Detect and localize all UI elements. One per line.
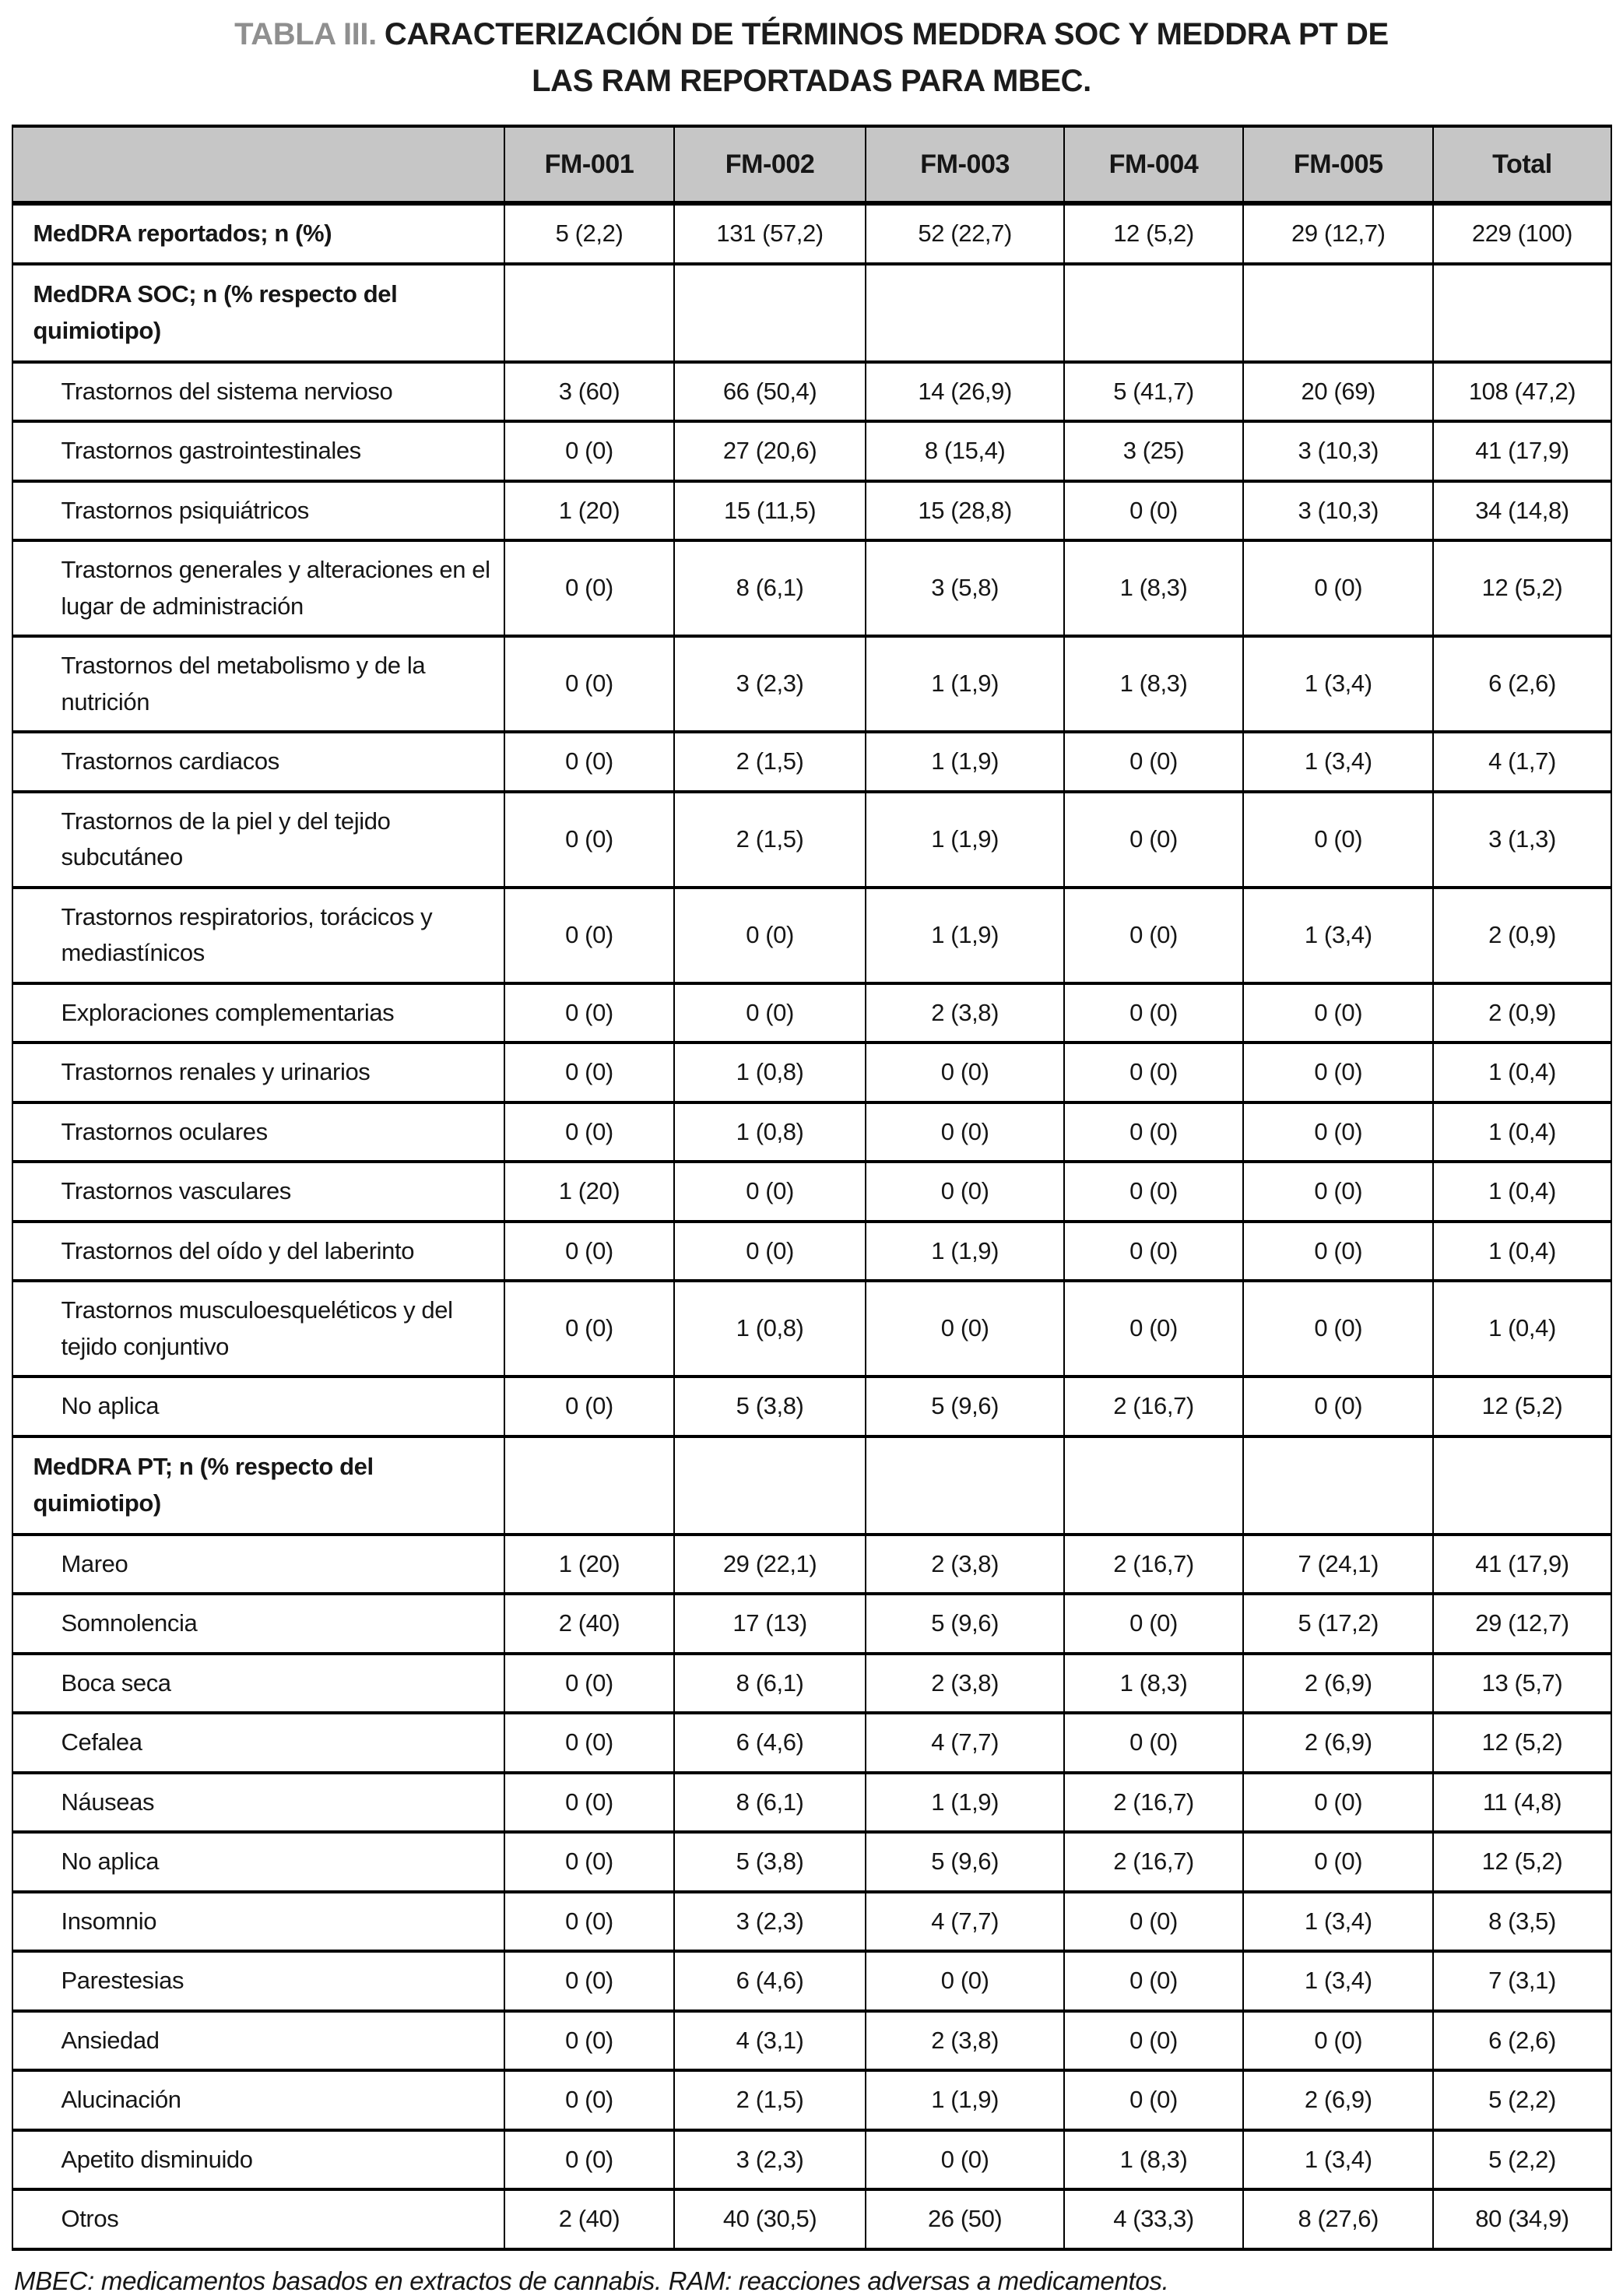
table-row — [12, 2130, 1611, 2190]
table-row — [12, 1222, 1611, 1282]
cell-value: 13 (5,7) — [1433, 1654, 1611, 1714]
cell-value: 229 (100) — [1433, 203, 1611, 264]
cell-value: 12 (5,2) — [1064, 203, 1243, 264]
cell-value — [674, 264, 866, 362]
cell-value: 26 (50) — [866, 2189, 1064, 2249]
cell-value: 1 (0,8) — [674, 1043, 866, 1102]
cell-value: 1 (8,3) — [1064, 636, 1243, 732]
cell-value: 0 (0) — [866, 2130, 1064, 2190]
cell-value: 5 (9,6) — [866, 1377, 1064, 1436]
cell-value: 0 (0) — [1243, 1043, 1433, 1102]
cell-value: 12 (5,2) — [1433, 540, 1611, 636]
column-header: FM-002 — [674, 126, 866, 203]
cell-value: 0 (0) — [866, 1162, 1064, 1222]
cell-value: 52 (22,7) — [866, 203, 1064, 264]
cell-value: 0 (0) — [504, 540, 674, 636]
cell-value: 0 (0) — [866, 1043, 1064, 1102]
cell-value: 1 (0,8) — [674, 1281, 866, 1377]
cell-value: 0 (0) — [1064, 1102, 1243, 1162]
cell-value: 1 (1,9) — [866, 1222, 1064, 1282]
cell-value: 0 (0) — [1243, 983, 1433, 1043]
cell-value: 2 (40) — [504, 1594, 674, 1654]
cell-value: 8 (6,1) — [674, 1773, 866, 1833]
row-label: Boca seca — [12, 1654, 505, 1714]
cell-value: 1 (0,4) — [1433, 1222, 1611, 1282]
cell-value: 1 (1,9) — [866, 2070, 1064, 2130]
cell-value — [674, 1436, 866, 1535]
cell-value: 1 (3,4) — [1243, 1951, 1433, 2011]
cell-value: 8 (3,5) — [1433, 1892, 1611, 1952]
cell-value: 0 (0) — [866, 1951, 1064, 2011]
cell-value: 0 (0) — [866, 1281, 1064, 1377]
cell-value: 0 (0) — [1064, 792, 1243, 888]
row-label: Trastornos vasculares — [12, 1162, 505, 1222]
cell-value: 0 (0) — [866, 1102, 1064, 1162]
cell-value: 0 (0) — [504, 1654, 674, 1714]
row-label: Trastornos respiratorios, torácicos y mediastínicos — [12, 888, 505, 983]
cell-value: 0 (0) — [504, 1951, 674, 2011]
cell-value: 29 (12,7) — [1243, 203, 1433, 264]
cell-value: 12 (5,2) — [1433, 1377, 1611, 1436]
cell-value: 0 (0) — [674, 1222, 866, 1282]
row-label: Náuseas — [12, 1773, 505, 1833]
cell-value: 6 (2,6) — [1433, 636, 1611, 732]
cell-value: 0 (0) — [504, 792, 674, 888]
cell-value: 0 (0) — [504, 1222, 674, 1282]
cell-value: 3 (2,3) — [674, 1892, 866, 1952]
table-row — [12, 1654, 1611, 1714]
table-row — [12, 1951, 1611, 2011]
cell-value: 3 (60) — [504, 362, 674, 422]
cell-value: 8 (27,6) — [1243, 2189, 1433, 2249]
cell-value: 27 (20,6) — [674, 421, 866, 481]
cell-value: 1 (1,9) — [866, 792, 1064, 888]
cell-value — [504, 264, 674, 362]
cell-value: 0 (0) — [504, 2070, 674, 2130]
cell-value: 0 (0) — [1064, 2011, 1243, 2071]
column-header: FM-004 — [1064, 126, 1243, 203]
cell-value: 41 (17,9) — [1433, 1535, 1611, 1595]
cell-value: 5 (3,8) — [674, 1832, 866, 1892]
column-header: FM-001 — [504, 126, 674, 203]
cell-value: 1 (3,4) — [1243, 732, 1433, 792]
table-row — [12, 732, 1611, 792]
table-header-row — [12, 126, 1611, 203]
cell-value: 0 (0) — [1064, 2070, 1243, 2130]
cell-value: 2 (1,5) — [674, 732, 866, 792]
cell-value: 41 (17,9) — [1433, 421, 1611, 481]
cell-value: 11 (4,8) — [1433, 1773, 1611, 1833]
cell-value: 2 (3,8) — [866, 1535, 1064, 1595]
cell-value: 1 (0,4) — [1433, 1162, 1611, 1222]
cell-value: 0 (0) — [1064, 1043, 1243, 1102]
cell-value: 0 (0) — [1243, 1377, 1433, 1436]
cell-value: 3 (1,3) — [1433, 792, 1611, 888]
cell-value: 0 (0) — [674, 983, 866, 1043]
table-row — [12, 983, 1611, 1043]
cell-value: 3 (2,3) — [674, 636, 866, 732]
cell-value: 2 (1,5) — [674, 792, 866, 888]
column-header: Total — [1433, 126, 1611, 203]
table-row — [12, 792, 1611, 888]
table-row — [12, 1773, 1611, 1833]
cell-value: 5 (17,2) — [1243, 1594, 1433, 1654]
cell-value — [1064, 1436, 1243, 1535]
meddra-table — [12, 125, 1612, 2251]
cell-value: 20 (69) — [1243, 362, 1433, 422]
cell-value: 1 (3,4) — [1243, 636, 1433, 732]
cell-value: 2 (16,7) — [1064, 1773, 1243, 1833]
table-row — [12, 1892, 1611, 1952]
table-header — [12, 126, 1611, 203]
cell-value: 2 (40) — [504, 2189, 674, 2249]
table-row — [12, 421, 1611, 481]
cell-value: 5 (2,2) — [1433, 2070, 1611, 2130]
cell-value: 2 (3,8) — [866, 1654, 1064, 1714]
cell-value — [866, 264, 1064, 362]
cell-value: 0 (0) — [504, 983, 674, 1043]
row-label: MedDRA reportados; n (%) — [12, 203, 505, 264]
table-title-prefix: TABLA III. — [234, 17, 377, 51]
cell-value: 0 (0) — [674, 888, 866, 983]
table-row — [12, 2189, 1611, 2249]
cell-value: 0 (0) — [504, 1773, 674, 1833]
cell-value: 0 (0) — [1243, 1832, 1433, 1892]
cell-value: 0 (0) — [504, 2130, 674, 2190]
cell-value: 1 (1,9) — [866, 732, 1064, 792]
cell-value: 0 (0) — [1064, 481, 1243, 541]
table-row — [12, 264, 1611, 362]
cell-value: 1 (0,4) — [1433, 1102, 1611, 1162]
table-row — [12, 1377, 1611, 1436]
row-label: Somnolencia — [12, 1594, 505, 1654]
cell-value: 2 (3,8) — [866, 983, 1064, 1043]
cell-value — [1433, 1436, 1611, 1535]
cell-value: 0 (0) — [1064, 888, 1243, 983]
cell-value: 5 (41,7) — [1064, 362, 1243, 422]
row-label: Trastornos musculoesqueléticos y del tejido conjuntivo — [12, 1281, 505, 1377]
cell-value — [1433, 264, 1611, 362]
table-row — [12, 1713, 1611, 1773]
table-row — [12, 362, 1611, 422]
cell-value: 1 (8,3) — [1064, 2130, 1243, 2190]
cell-value: 6 (4,6) — [674, 1713, 866, 1773]
row-label: Parestesias — [12, 1951, 505, 2011]
cell-value: 2 (0,9) — [1433, 983, 1611, 1043]
cell-value: 29 (12,7) — [1433, 1594, 1611, 1654]
row-label: Trastornos renales y urinarios — [12, 1043, 505, 1102]
cell-value: 6 (2,6) — [1433, 2011, 1611, 2071]
cell-value: 2 (3,8) — [866, 2011, 1064, 2071]
cell-value: 4 (33,3) — [1064, 2189, 1243, 2249]
cell-value: 0 (0) — [504, 1281, 674, 1377]
column-header-empty — [12, 126, 505, 203]
cell-value: 3 (2,3) — [674, 2130, 866, 2190]
row-label: Alucinación — [12, 2070, 505, 2130]
cell-value: 5 (9,6) — [866, 1594, 1064, 1654]
cell-value: 12 (5,2) — [1433, 1832, 1611, 1892]
cell-value: 15 (11,5) — [674, 481, 866, 541]
table-row — [12, 540, 1611, 636]
cell-value: 1 (8,3) — [1064, 540, 1243, 636]
cell-value: 29 (22,1) — [674, 1535, 866, 1595]
table-row — [12, 1162, 1611, 1222]
cell-value: 1 (3,4) — [1243, 1892, 1433, 1952]
cell-value: 2 (16,7) — [1064, 1535, 1243, 1595]
cell-value — [1243, 1436, 1433, 1535]
cell-value: 2 (6,9) — [1243, 1713, 1433, 1773]
cell-value: 5 (9,6) — [866, 1832, 1064, 1892]
row-label: MedDRA SOC; n (% respecto del quimiotipo) — [12, 264, 505, 362]
cell-value: 12 (5,2) — [1433, 1713, 1611, 1773]
cell-value: 0 (0) — [1243, 1102, 1433, 1162]
row-label: Trastornos cardiacos — [12, 732, 505, 792]
cell-value: 0 (0) — [504, 1832, 674, 1892]
table-footnote: MBEC: medicamentos basados en extractos de cannabis. RAM: reacciones adversas a medicamentos. — [14, 2266, 1169, 2295]
cell-value: 1 (3,4) — [1243, 2130, 1433, 2190]
row-label: MedDRA PT; n (% respecto del quimiotipo) — [12, 1436, 505, 1535]
cell-value: 8 (6,1) — [674, 1654, 866, 1714]
cell-value: 0 (0) — [1243, 540, 1433, 636]
table-row — [12, 636, 1611, 732]
cell-value: 6 (4,6) — [674, 1951, 866, 2011]
cell-value: 0 (0) — [1243, 2011, 1433, 2071]
cell-value: 5 (2,2) — [1433, 2130, 1611, 2190]
cell-value: 2 (16,7) — [1064, 1832, 1243, 1892]
cell-value: 15 (28,8) — [866, 481, 1064, 541]
cell-value: 0 (0) — [504, 888, 674, 983]
table-row — [12, 888, 1611, 983]
row-label: Apetito disminuido — [12, 2130, 505, 2190]
table-row — [12, 1043, 1611, 1102]
column-header: FM-005 — [1243, 126, 1433, 203]
cell-value: 0 (0) — [1243, 1222, 1433, 1282]
cell-value: 4 (7,7) — [866, 1892, 1064, 1952]
table-row — [12, 1594, 1611, 1654]
cell-value: 40 (30,5) — [674, 2189, 866, 2249]
cell-value: 1 (0,4) — [1433, 1281, 1611, 1377]
cell-value: 0 (0) — [504, 2011, 674, 2071]
cell-value: 2 (6,9) — [1243, 2070, 1433, 2130]
cell-value: 0 (0) — [504, 1043, 674, 1102]
cell-value: 0 (0) — [1064, 1222, 1243, 1282]
cell-value: 0 (0) — [674, 1162, 866, 1222]
cell-value: 1 (0,8) — [674, 1102, 866, 1162]
cell-value — [504, 1436, 674, 1535]
table-row — [12, 1102, 1611, 1162]
cell-value: 2 (1,5) — [674, 2070, 866, 2130]
cell-value: 0 (0) — [504, 732, 674, 792]
cell-value: 1 (1,9) — [866, 636, 1064, 732]
table-row — [12, 203, 1611, 264]
table-row — [12, 2070, 1611, 2130]
row-label: No aplica — [12, 1377, 505, 1436]
row-label: Trastornos del metabolismo y de la nutrición — [12, 636, 505, 732]
row-label: Trastornos oculares — [12, 1102, 505, 1162]
cell-value: 0 (0) — [504, 421, 674, 481]
cell-value: 0 (0) — [1064, 1951, 1243, 2011]
row-label: Trastornos generales y alteraciones en el lugar de administración — [12, 540, 505, 636]
table-title — [220, 11, 1403, 104]
cell-value: 2 (6,9) — [1243, 1654, 1433, 1714]
cell-value: 0 (0) — [504, 1892, 674, 1952]
cell-value: 1 (1,9) — [866, 1773, 1064, 1833]
cell-value: 8 (15,4) — [866, 421, 1064, 481]
cell-value — [1064, 264, 1243, 362]
cell-value: 1 (0,4) — [1433, 1043, 1611, 1102]
page — [0, 11, 1623, 2295]
cell-value: 3 (5,8) — [866, 540, 1064, 636]
cell-value — [1243, 264, 1433, 362]
cell-value: 3 (25) — [1064, 421, 1243, 481]
cell-value: 108 (47,2) — [1433, 362, 1611, 422]
cell-value: 8 (6,1) — [674, 540, 866, 636]
table-row — [12, 2011, 1611, 2071]
row-label: Trastornos del sistema nervioso — [12, 362, 505, 422]
table-body — [12, 203, 1611, 2249]
cell-value: 7 (3,1) — [1433, 1951, 1611, 2011]
cell-value: 1 (20) — [504, 1535, 674, 1595]
cell-value: 3 (10,3) — [1243, 481, 1433, 541]
cell-value: 0 (0) — [1064, 983, 1243, 1043]
row-label: Cefalea — [12, 1713, 505, 1773]
cell-value: 14 (26,9) — [866, 362, 1064, 422]
table-title-text: CARACTERIZACIÓN DE TÉRMINOS MEDDRA SOC Y MEDDRA PT DE LAS RAM REPORTADAS PARA MBEC. — [384, 17, 1389, 98]
cell-value: 17 (13) — [674, 1594, 866, 1654]
cell-value: 0 (0) — [1064, 1281, 1243, 1377]
cell-value — [866, 1436, 1064, 1535]
row-label: Trastornos gastrointestinales — [12, 421, 505, 481]
cell-value: 1 (1,9) — [866, 888, 1064, 983]
cell-value: 1 (3,4) — [1243, 888, 1433, 983]
cell-value: 2 (16,7) — [1064, 1377, 1243, 1436]
column-header: FM-003 — [866, 126, 1064, 203]
cell-value: 5 (2,2) — [504, 203, 674, 264]
row-label: Insomnio — [12, 1892, 505, 1952]
cell-value: 7 (24,1) — [1243, 1535, 1433, 1595]
row-label: Ansiedad — [12, 2011, 505, 2071]
cell-value: 80 (34,9) — [1433, 2189, 1611, 2249]
cell-value: 3 (10,3) — [1243, 421, 1433, 481]
row-label: Trastornos psiquiátricos — [12, 481, 505, 541]
row-label: Trastornos del oído y del laberinto — [12, 1222, 505, 1282]
cell-value: 4 (1,7) — [1433, 732, 1611, 792]
cell-value: 4 (7,7) — [866, 1713, 1064, 1773]
cell-value: 1 (8,3) — [1064, 1654, 1243, 1714]
cell-value: 0 (0) — [1064, 1892, 1243, 1952]
row-label: Otros — [12, 2189, 505, 2249]
cell-value: 0 (0) — [504, 1713, 674, 1773]
cell-value: 1 (20) — [504, 481, 674, 541]
cell-value: 131 (57,2) — [674, 203, 866, 264]
row-label: Mareo — [12, 1535, 505, 1595]
cell-value: 0 (0) — [1064, 1162, 1243, 1222]
cell-value: 1 (20) — [504, 1162, 674, 1222]
table-row — [12, 1281, 1611, 1377]
cell-value: 0 (0) — [1243, 1281, 1433, 1377]
cell-value: 0 (0) — [504, 1377, 674, 1436]
table-row — [12, 1832, 1611, 1892]
cell-value: 2 (0,9) — [1433, 888, 1611, 983]
cell-value: 66 (50,4) — [674, 362, 866, 422]
cell-value: 0 (0) — [504, 1102, 674, 1162]
cell-value: 34 (14,8) — [1433, 481, 1611, 541]
cell-value: 0 (0) — [1064, 1594, 1243, 1654]
cell-value: 0 (0) — [504, 636, 674, 732]
row-label: Exploraciones complementarias — [12, 983, 505, 1043]
cell-value: 0 (0) — [1243, 1162, 1433, 1222]
row-label: No aplica — [12, 1832, 505, 1892]
cell-value: 5 (3,8) — [674, 1377, 866, 1436]
cell-value: 0 (0) — [1243, 1773, 1433, 1833]
table-row — [12, 481, 1611, 541]
cell-value: 4 (3,1) — [674, 2011, 866, 2071]
cell-value: 0 (0) — [1064, 732, 1243, 792]
table-row — [12, 1436, 1611, 1535]
cell-value: 0 (0) — [1243, 792, 1433, 888]
cell-value: 0 (0) — [1064, 1713, 1243, 1773]
row-label: Trastornos de la piel y del tejido subcutáneo — [12, 792, 505, 888]
table-row — [12, 1535, 1611, 1595]
